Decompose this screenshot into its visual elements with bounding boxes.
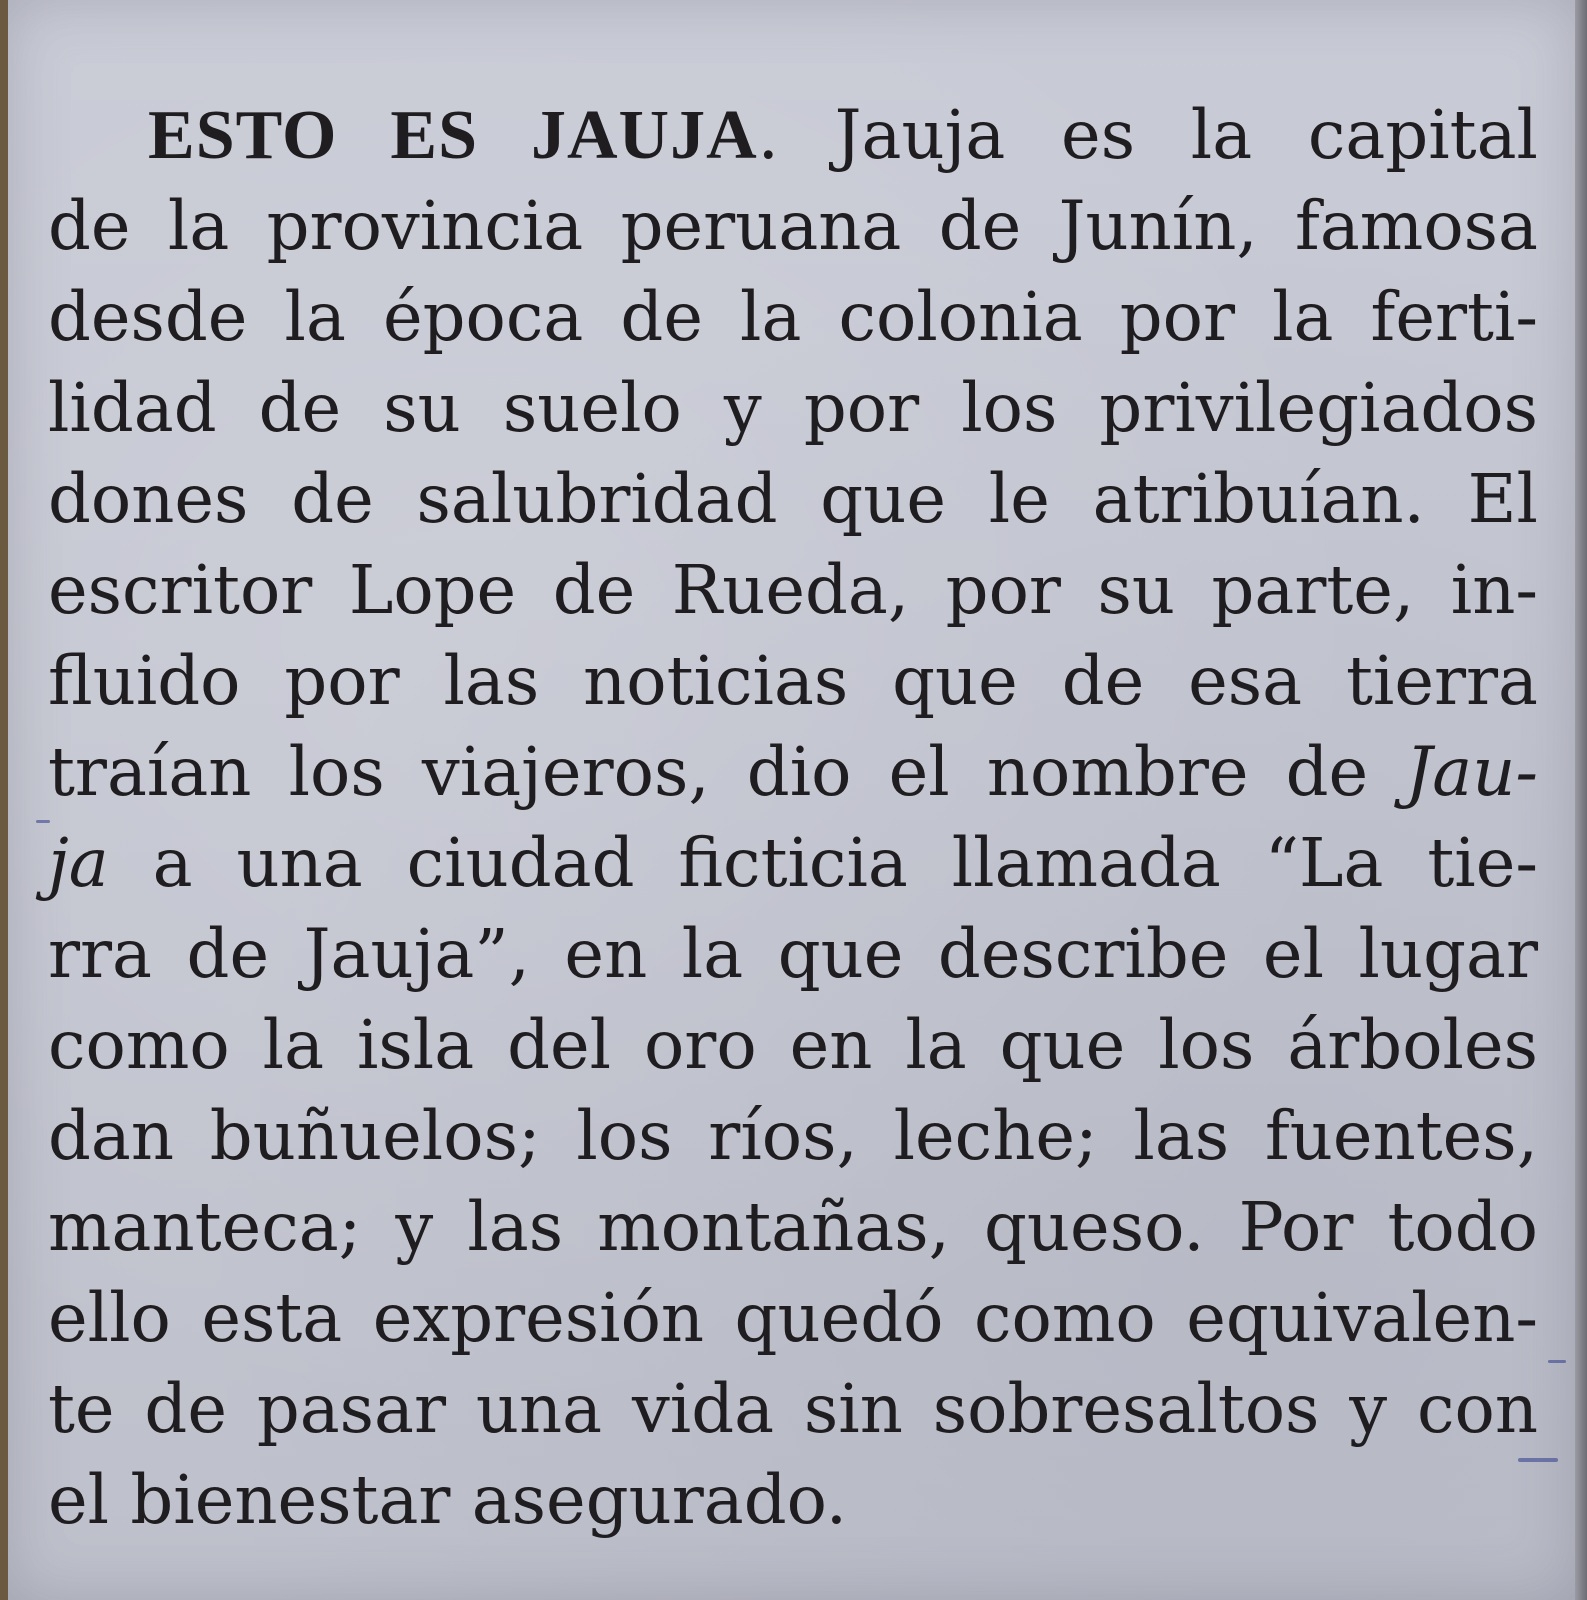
article-body bbox=[48, 90, 1538, 1546]
article-line: dan buñuelos; los ríos, leche; las fuentes, bbox=[48, 1097, 1538, 1175]
article-line: manteca; y las montañas, queso. Por todo bbox=[48, 1188, 1538, 1266]
page-right-edge bbox=[1575, 0, 1587, 1600]
article-line: dones de salubridad que le atribuían. El bbox=[48, 460, 1538, 538]
article-italic-text: ja bbox=[48, 824, 109, 902]
page-left-edge bbox=[0, 0, 8, 1600]
article-line: rra de Jauja”, en la que describe el lugar bbox=[48, 915, 1538, 993]
article-line bbox=[48, 727, 1538, 818]
article-headline: ESTO ES JAUJA bbox=[148, 97, 758, 174]
ink-mark bbox=[1548, 1360, 1566, 1363]
article-line: te de pasar una vida sin sobresaltos y con bbox=[48, 1370, 1538, 1448]
article-line: desde la época de la colonia por la ferti- bbox=[48, 278, 1538, 356]
article-line bbox=[48, 90, 1538, 181]
article-italic-text: Jau- bbox=[1405, 733, 1538, 811]
article-line: el bienestar asegurado. bbox=[48, 1461, 848, 1539]
article-text: . Jauja es la capital bbox=[757, 96, 1538, 174]
article-text: traían los viajeros, dio el nombre de bbox=[48, 733, 1406, 811]
article-line: como la isla del oro en la que los árboles bbox=[48, 1006, 1538, 1084]
article-line: de la provincia peruana de Junín, famosa bbox=[48, 187, 1538, 265]
article-text: a una ciudad ficticia llamada “La tie- bbox=[108, 824, 1538, 902]
article-line: lidad de su suelo y por los privilegiados bbox=[48, 369, 1538, 447]
article-line: fluido por las noticias que de esa tierra bbox=[48, 642, 1538, 720]
article-line: ello esta expresión quedó como equivalen- bbox=[48, 1279, 1538, 1357]
newspaper-clipping bbox=[8, 0, 1575, 1600]
article-line: escritor Lope de Rueda, por su parte, in- bbox=[48, 551, 1538, 629]
article-line bbox=[48, 818, 1538, 909]
